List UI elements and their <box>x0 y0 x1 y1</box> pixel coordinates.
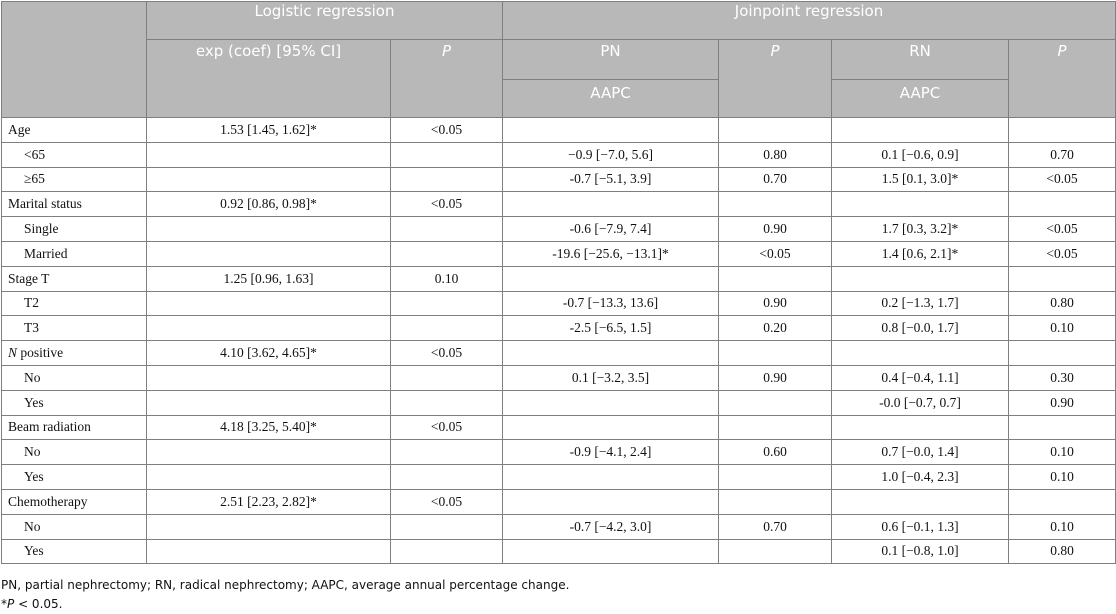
header-exp-coef: exp (coef) [95% CI] <box>147 40 391 118</box>
cell-exp-coef <box>147 291 391 316</box>
cell-p-rn: <0.05 <box>1009 241 1116 266</box>
cell-rn-aapc: 0.4 [−0.4, 1.1] <box>832 365 1009 390</box>
header-aapc-pn: AAPC <box>503 80 719 118</box>
cell-p-rn: <0.05 <box>1009 167 1116 192</box>
cell-exp-coef: 1.53 [1.45, 1.62]* <box>147 118 391 143</box>
table-row <box>2 192 1116 217</box>
cell-p-logistic <box>391 142 503 167</box>
cell-p-pn <box>719 415 832 440</box>
cell-p-rn <box>1009 341 1116 366</box>
cell-pn-aapc: -0.7 [−13.3, 13.6] <box>503 291 719 316</box>
cell-rn-aapc: 1.7 [0.3, 3.2]* <box>832 217 1009 242</box>
row-label: Yes <box>2 539 147 564</box>
cell-p-logistic <box>391 440 503 465</box>
header-p-logistic: P <box>391 40 503 118</box>
cell-p-pn <box>719 192 832 217</box>
cell-pn-aapc <box>503 341 719 366</box>
row-label: ≥65 <box>2 167 147 192</box>
cell-pn-aapc <box>503 465 719 490</box>
cell-p-logistic <box>391 241 503 266</box>
table-row <box>2 341 1116 366</box>
cell-rn-aapc <box>832 266 1009 291</box>
cell-pn-aapc: -0.7 [−5.1, 3.9] <box>503 167 719 192</box>
table-row <box>2 241 1116 266</box>
cell-rn-aapc: 0.7 [−0.0, 1.4] <box>832 440 1009 465</box>
cell-exp-coef <box>147 365 391 390</box>
cell-p-rn: 0.30 <box>1009 365 1116 390</box>
cell-exp-coef <box>147 539 391 564</box>
header-aapc-rn: AAPC <box>832 80 1009 118</box>
cell-p-rn <box>1009 415 1116 440</box>
header-p-pn: P <box>719 40 832 118</box>
cell-p-logistic: <0.05 <box>391 341 503 366</box>
regression-table <box>1 1 1116 564</box>
row-label <box>2 341 147 366</box>
cell-p-logistic <box>391 390 503 415</box>
cell-pn-aapc: -0.6 [−7.9, 7.4] <box>503 217 719 242</box>
cell-p-pn <box>719 390 832 415</box>
cell-exp-coef: 1.25 [0.96, 1.63] <box>147 266 391 291</box>
cell-p-pn: 0.90 <box>719 291 832 316</box>
header-joinpoint: Joinpoint regression <box>503 2 1116 40</box>
cell-p-logistic: <0.05 <box>391 489 503 514</box>
cell-rn-aapc: 1.4 [0.6, 2.1]* <box>832 241 1009 266</box>
cell-rn-aapc <box>832 341 1009 366</box>
row-label: T3 <box>2 316 147 341</box>
cell-p-logistic: <0.05 <box>391 118 503 143</box>
cell-exp-coef <box>147 390 391 415</box>
cell-pn-aapc: -0.9 [−4.1, 2.4] <box>503 440 719 465</box>
cell-p-logistic <box>391 217 503 242</box>
row-label: Married <box>2 241 147 266</box>
cell-exp-coef: 2.51 [2.23, 2.82]* <box>147 489 391 514</box>
cell-pn-aapc <box>503 192 719 217</box>
cell-rn-aapc <box>832 415 1009 440</box>
row-label: <65 <box>2 142 147 167</box>
table-row <box>2 118 1116 143</box>
cell-p-rn <box>1009 266 1116 291</box>
cell-p-logistic <box>391 316 503 341</box>
cell-pn-aapc: 0.1 [−3.2, 3.5] <box>503 365 719 390</box>
cell-p-rn <box>1009 192 1116 217</box>
cell-p-rn: 0.10 <box>1009 316 1116 341</box>
cell-exp-coef <box>147 241 391 266</box>
row-label-italic: N <box>8 345 18 361</box>
cell-p-rn: 0.80 <box>1009 539 1116 564</box>
cell-p-pn <box>719 118 832 143</box>
table-row <box>2 415 1116 440</box>
cell-p-logistic <box>391 167 503 192</box>
cell-rn-aapc: 1.0 [−0.4, 2.3] <box>832 465 1009 490</box>
cell-rn-aapc <box>832 192 1009 217</box>
cell-p-logistic <box>391 514 503 539</box>
table-row <box>2 266 1116 291</box>
table-body <box>2 118 1116 564</box>
table-row <box>2 217 1116 242</box>
cell-rn-aapc: 1.5 [0.1, 3.0]* <box>832 167 1009 192</box>
cell-p-pn: <0.05 <box>719 241 832 266</box>
header-corner <box>2 2 147 118</box>
cell-pn-aapc: -2.5 [−6.5, 1.5] <box>503 316 719 341</box>
cell-p-logistic <box>391 539 503 564</box>
row-label: T2 <box>2 291 147 316</box>
significance-p: P <box>7 597 15 612</box>
cell-p-rn: 0.10 <box>1009 514 1116 539</box>
table-header <box>2 2 1116 118</box>
header-p-rn: P <box>1009 40 1116 118</box>
cell-exp-coef <box>147 167 391 192</box>
cell-exp-coef <box>147 316 391 341</box>
row-label: Yes <box>2 390 147 415</box>
row-label: Age <box>2 118 147 143</box>
cell-rn-aapc: -0.0 [−0.7, 0.7] <box>832 390 1009 415</box>
cell-pn-aapc <box>503 489 719 514</box>
cell-p-pn: 0.20 <box>719 316 832 341</box>
cell-rn-aapc: 0.2 [−1.3, 1.7] <box>832 291 1009 316</box>
row-label: Yes <box>2 465 147 490</box>
table-row <box>2 167 1116 192</box>
row-label: Beam radiation <box>2 415 147 440</box>
cell-rn-aapc <box>832 489 1009 514</box>
cell-p-rn <box>1009 118 1116 143</box>
cell-p-logistic <box>391 465 503 490</box>
cell-p-pn <box>719 465 832 490</box>
cell-pn-aapc <box>503 539 719 564</box>
cell-pn-aapc <box>503 390 719 415</box>
header-logistic: Logistic regression <box>147 2 503 40</box>
significance-mark: * <box>1 597 7 612</box>
row-label: No <box>2 365 147 390</box>
table-row <box>2 365 1116 390</box>
table-row <box>2 465 1116 490</box>
cell-p-pn <box>719 341 832 366</box>
cell-exp-coef: 4.10 [3.62, 4.65]* <box>147 341 391 366</box>
row-label: Marital status <box>2 192 147 217</box>
cell-p-rn: 0.70 <box>1009 142 1116 167</box>
cell-pn-aapc: -0.7 [−4.2, 3.0] <box>503 514 719 539</box>
cell-rn-aapc: 0.1 [−0.6, 0.9] <box>832 142 1009 167</box>
row-label-rest: positive <box>17 345 64 361</box>
cell-exp-coef <box>147 514 391 539</box>
header-pn: PN <box>503 40 719 80</box>
cell-rn-aapc: 0.1 [−0.8, 1.0] <box>832 539 1009 564</box>
cell-p-pn: 0.70 <box>719 514 832 539</box>
cell-p-pn: 0.80 <box>719 142 832 167</box>
table-row <box>2 514 1116 539</box>
table-row <box>2 539 1116 564</box>
row-label: Stage T <box>2 266 147 291</box>
cell-exp-coef: 4.18 [3.25, 5.40]* <box>147 415 391 440</box>
cell-p-pn: 0.60 <box>719 440 832 465</box>
cell-p-pn: 0.90 <box>719 217 832 242</box>
cell-p-logistic <box>391 291 503 316</box>
table-row <box>2 316 1116 341</box>
cell-rn-aapc <box>832 118 1009 143</box>
row-label: No <box>2 440 147 465</box>
cell-exp-coef <box>147 142 391 167</box>
cell-pn-aapc <box>503 415 719 440</box>
cell-p-logistic: <0.05 <box>391 415 503 440</box>
table-row <box>2 390 1116 415</box>
cell-pn-aapc: -19.6 [−25.6, −13.1]* <box>503 241 719 266</box>
cell-p-pn: 0.90 <box>719 365 832 390</box>
cell-p-logistic: <0.05 <box>391 192 503 217</box>
row-label: Chemotherapy <box>2 489 147 514</box>
row-label: Single <box>2 217 147 242</box>
table-row <box>2 291 1116 316</box>
table-row <box>2 440 1116 465</box>
cell-p-rn: 0.10 <box>1009 440 1116 465</box>
abbreviation-note: PN, partial nephrectomy; RN, radical nephrectomy; AAPC, average annual percentage change. <box>1 578 570 593</box>
row-label: No <box>2 514 147 539</box>
cell-pn-aapc <box>503 266 719 291</box>
cell-rn-aapc: 0.6 [−0.1, 1.3] <box>832 514 1009 539</box>
cell-p-pn: 0.70 <box>719 167 832 192</box>
cell-rn-aapc: 0.8 [−0.0, 1.7] <box>832 316 1009 341</box>
cell-p-rn: 0.90 <box>1009 390 1116 415</box>
table-footnotes <box>1 576 1116 614</box>
cell-p-rn: 0.80 <box>1009 291 1116 316</box>
cell-exp-coef: 0.92 [0.86, 0.98]* <box>147 192 391 217</box>
table-row <box>2 489 1116 514</box>
cell-exp-coef <box>147 440 391 465</box>
cell-exp-coef <box>147 217 391 242</box>
cell-exp-coef <box>147 465 391 490</box>
cell-pn-aapc: −0.9 [−7.0, 5.6] <box>503 142 719 167</box>
significance-threshold: < 0.05. <box>14 597 63 612</box>
table-row <box>2 142 1116 167</box>
cell-p-pn <box>719 539 832 564</box>
cell-p-logistic: 0.10 <box>391 266 503 291</box>
cell-pn-aapc <box>503 118 719 143</box>
cell-p-pn <box>719 266 832 291</box>
cell-p-logistic <box>391 365 503 390</box>
cell-p-rn: 0.10 <box>1009 465 1116 490</box>
header-rn: RN <box>832 40 1009 80</box>
cell-p-pn <box>719 489 832 514</box>
cell-p-rn: <0.05 <box>1009 217 1116 242</box>
cell-p-rn <box>1009 489 1116 514</box>
